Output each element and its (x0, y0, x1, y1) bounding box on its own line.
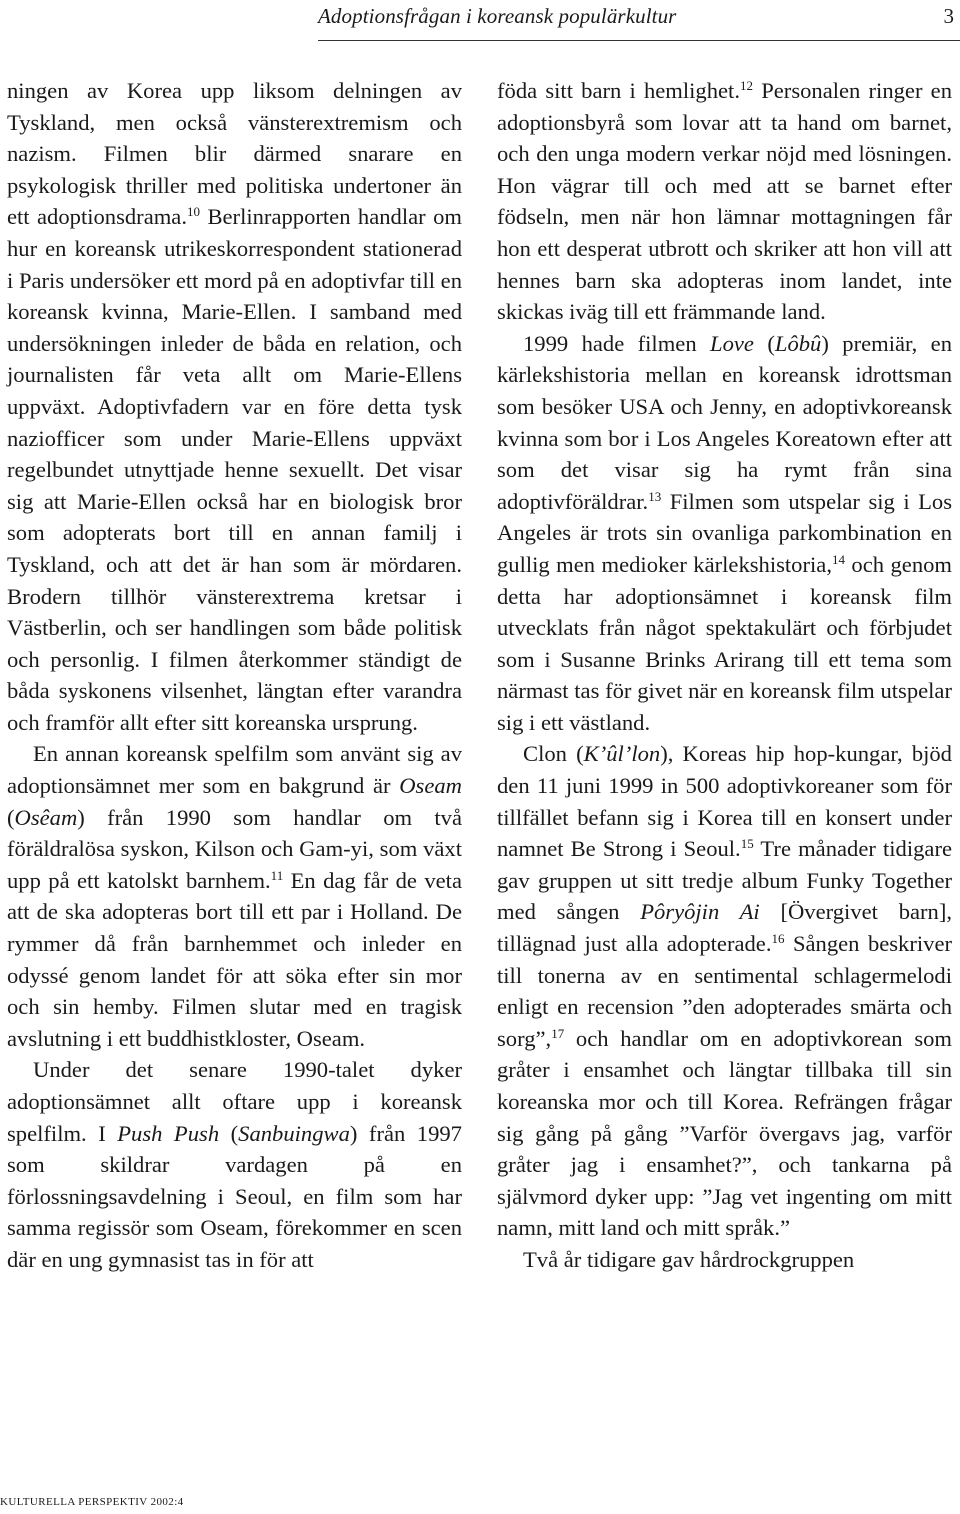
left-column (7, 75, 462, 1276)
text-run: En annan koreansk spelfilm som använt sig av adoptionsämnet mer som en bakgrund är (7, 741, 462, 799)
text-run: ( (753, 330, 775, 356)
footnote-ref: 14 (831, 551, 845, 567)
footnote-ref: 12 (740, 77, 753, 93)
footnote-ref: 16 (771, 930, 785, 946)
italic-title: Push Push (117, 1120, 220, 1146)
running-title: Adoptionsfrågan i koreansk populärkultur (318, 4, 677, 28)
text-run: 1999 hade filmen (523, 330, 711, 356)
text-run: Filmen som utspelar sig i Los Angeles är trots sin ovanliga parkombination en gullig men medioker kärlekshistoria, (497, 488, 952, 577)
text-run: ) från 1990 som handlar om två föräldralösa syskon, Kilson och Gam-yi, som växt upp på ett katolskt barnhem. (7, 804, 462, 893)
footnote-ref: 13 (648, 488, 662, 504)
italic-title: K’ûl’lon (583, 741, 661, 767)
text-run: Under det senare 1990-talet dyker adoptionsämnet allt oftare upp i koreansk spelfilm. I (7, 1057, 462, 1146)
text-run: ningen av Korea upp liksom delningen av Tyskland, men också vänsterextremism och nazism. Filmen blir därmed snarare en psykologisk thriller med politiska undertoner än ett adoptionsdrama. (7, 78, 462, 230)
journal-footer: KULTURELLA PERSPEKTIV 2002:4 (0, 1496, 184, 1508)
right-column (497, 75, 952, 1276)
text-run: Två år tidigare gav hårdrockgruppen (523, 1246, 855, 1272)
text-run: Berlinrapporten handlar om hur en koreansk utrikeskorrespondent stationerad i Paris undersöker ett mord på en adoptivfar till en koreansk kvinna, Marie-Ellen. I samband med undersökningen inleder de båda en relation, och journalisten får veta allt om Marie-Ellens uppväxt. Adoptivfadern var en före detta tysk naziofficer som under Marie-Ellens uppväxt regelbundet utnyttjade henne sexuellt. Det visar sig att Marie-Ellen också har en biologisk bror som adopterats bort till en annan familj i Tyskland, och att det är han som är mördaren. Brodern tillhör vänsterextrema kretsar i Västberlin, och ser handlingen som både politisk och personlig. I filmen återkommer ständigt de båda syskonens vilsenhet, längtan efter varandra och framför allt efter sitt koreanska ursprung. (7, 204, 462, 735)
text-run: ( (219, 1120, 239, 1146)
page-number: 3 (943, 4, 954, 28)
text-run: [Övergivet barn], tillägnad just alla adopterade. (497, 899, 953, 957)
paragraph (7, 738, 462, 1054)
text-run: ) från 1997 som skildrar vardagen på en förlossningsavdelning i Seoul, en film som har samma regissör som Oseam, förekommer en scen där en ung gymnasist tas in för att (7, 1120, 462, 1272)
paragraph (497, 75, 952, 328)
text-run: och handlar om en adoptivkorean som gråter i ensamhet och längtar tillbaka till sin koreanska mor och till Korea. Refrängen frågar sig gång på gång ”Varför övergavs jag, varför gråter jag i ensamhet?”, och tankarna på självmord dyker upp: ”Jag vet ingenting om mitt namn, mitt land och mitt språk.” (497, 1025, 952, 1241)
footnote-ref: 15 (740, 836, 754, 852)
text-run: föda sitt barn i hemlighet. (497, 78, 740, 103)
italic-title: Osêam (14, 804, 78, 830)
footnote-ref: 10 (187, 204, 200, 220)
paragraph (497, 1244, 952, 1276)
text-run: Tre månader tidigare gav gruppen ut sitt tredje album Funky Together med sången (497, 836, 952, 925)
text-run: Clon ( (523, 741, 584, 767)
text-run: En dag får de veta att de ska adopteras bort till ett par i Holland. De rymmer då från barnhemmet och inleder en odyssé genom landet för att söka efter sin mor och sin hemby. Filmen slutar med en tragisk avslutning i ett buddhistkloster, Oseam. (7, 867, 462, 1051)
text-run: ( (7, 804, 15, 830)
footnote-ref: 17 (551, 1025, 565, 1041)
running-header (318, 0, 960, 41)
italic-title: Sanbuingwa (238, 1120, 350, 1146)
paragraph (497, 328, 952, 739)
text-run: Personalen ringer en adoptionsbyrå som lovar att ta hand om barnet, och den unga modern verkar nöjd med lösningen. Hon vägrar till och med att se barnet efter födseln, men när hon lämnar mottagningen får hon ett desperat utbrott och skriker att hon vill att hennes barn ska adopteras inom landet, inte skickas iväg till ett främmande land. (497, 78, 952, 325)
footnote-ref: 11 (270, 867, 284, 883)
italic-title: Love (710, 330, 754, 356)
italic-title: Lôbû (774, 330, 822, 356)
text-run: ), Koreas hip hop-kungar, bjöd den 11 juni 1999 in 500 adoptivkoreaner som för tillfället befann sig i Korea till en konsert under namnet Be Strong i Seoul. (497, 741, 952, 862)
text-run: Sången beskriver till tonerna av en sentimental schlagermelodi enligt en recension ”den adopterades smärta och sorg”, (497, 931, 953, 1051)
paragraph (7, 75, 462, 738)
italic-title: Oseam (399, 773, 462, 799)
text-run: och genom detta har adoptionsämnet i koreansk film utvecklats från något spektakulärt och förbjudet som i Susanne Brinks Arirang till ett tema som närmast tas för givet när en koreansk film utspelar sig i ett västland. (497, 551, 952, 735)
italic-title: Pôryôjin Ai (640, 899, 760, 925)
text-run: ) premiär, en kärlekshistoria mellan en koreansk idrottsman som besöker USA och Jenny, en adoptivkoreansk kvinna som bor i Los Angeles Koreatown efter att som det visar sig ha rymt från sina adoptivföräldrar. (497, 330, 952, 514)
paragraph (7, 1054, 462, 1275)
paragraph (497, 738, 952, 1244)
